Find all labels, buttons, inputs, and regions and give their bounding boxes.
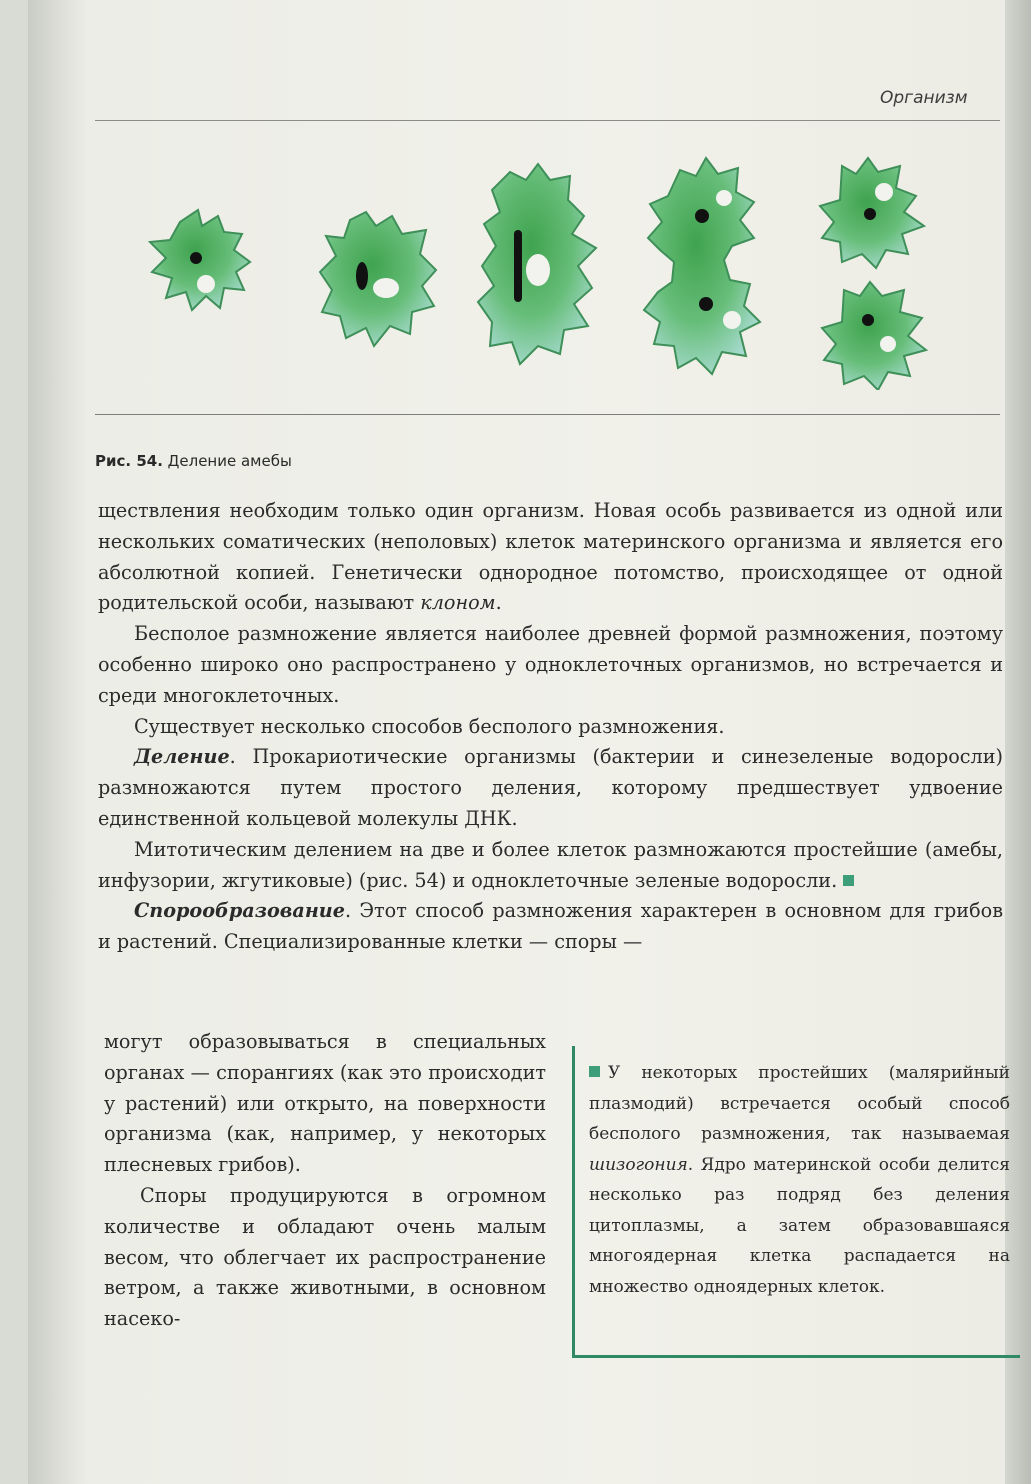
paragraph-1-end: .	[495, 591, 502, 615]
paragraph-5-text: Митотическим делением на две и более клеток размножаются простейшие (амебы, инфузории, жгутиковые) (рис. 54) и одноклеточные зеленые водоросли.	[98, 837, 1003, 892]
paragraph-5	[98, 835, 1003, 897]
main-text	[98, 496, 1003, 958]
paragraph-6-text: . Этот способ размножения характерен в основном для грибов и растений. Специализированные клетки — споры —	[98, 899, 1003, 954]
figure-divider	[95, 414, 1000, 415]
amoeba-stage-1	[150, 210, 250, 310]
paragraph-1-text: ществления необходим только один организм. Новая особь развивается из одной или нескольких соматических (неполовых) клеток материнского организма и является его абсолютной копией. Генетически однородное потомство, происходящее от одной родительской особи, называют	[98, 499, 1003, 615]
sidebox-text-after: . Ядро материнской особи делится несколько раз подряд без деления цитоплазмы, а затем образовавшаяся многоядерная клетка распадается на множество одноядерных клеток.	[589, 1154, 1010, 1297]
amoeba-stage-5-daughter-top	[820, 158, 924, 268]
narrow-column-text	[104, 1027, 546, 1335]
figure-caption	[95, 452, 292, 470]
amoeba-stage-2	[320, 212, 436, 346]
term-clone: клоном	[420, 591, 496, 615]
paragraph-7: могут образовываться в специальных органах — спорангиях (как это происходит у растений) или открыто, на поверхности организма (как, например, у некоторых плесневых грибов).	[104, 1030, 546, 1177]
paragraph-4-text: . Прокариотические организмы (бактерии и синезеленые водоросли) размножаются путем простого деления, которому предшествует удвоение единственной кольцевой молекулы ДНК.	[98, 745, 1003, 830]
sidebox-text-before: У некоторых простейших (малярийный плазмодий) встречается особый способ бесполого размножения, так называемая	[589, 1063, 1010, 1144]
amoeba-stage-3	[478, 164, 596, 364]
paragraph-2: Бесполое размножение является наиболее древней формой размножения, поэтому особенно широко оно распространено у одноклеточных организмов, но встречается и среди многоклеточных.	[98, 622, 1003, 707]
figure-caption-text: Деление амебы	[162, 452, 292, 470]
schizogony-sidebox	[572, 1046, 1020, 1358]
term-division: Деление	[134, 745, 230, 769]
amoeba-stage-4	[644, 158, 760, 374]
amoeba-division-figure	[140, 150, 960, 390]
figure-caption-label: Рис. 54.	[95, 452, 163, 470]
running-head: Организм	[880, 88, 968, 108]
sidebox-marker-icon	[589, 1066, 600, 1077]
paragraph-1	[98, 496, 1003, 619]
paragraph-8: Споры продуцируются в огромном количестве и обладают очень малым весом, что облегчает их распространение ветром, а также животными, в основном насеко-	[104, 1183, 546, 1331]
term-schizogony: шизогония	[589, 1154, 688, 1175]
paragraph-3: Существует несколько способов бесполого размножения.	[134, 714, 725, 738]
amoeba-stage-5-daughter-bottom	[822, 282, 926, 390]
paragraph-6	[98, 896, 1003, 958]
term-sporulation: Спорообразование	[134, 899, 345, 923]
end-marker-icon	[843, 875, 854, 886]
paragraph-4	[98, 742, 1003, 834]
header-divider	[95, 120, 1000, 121]
